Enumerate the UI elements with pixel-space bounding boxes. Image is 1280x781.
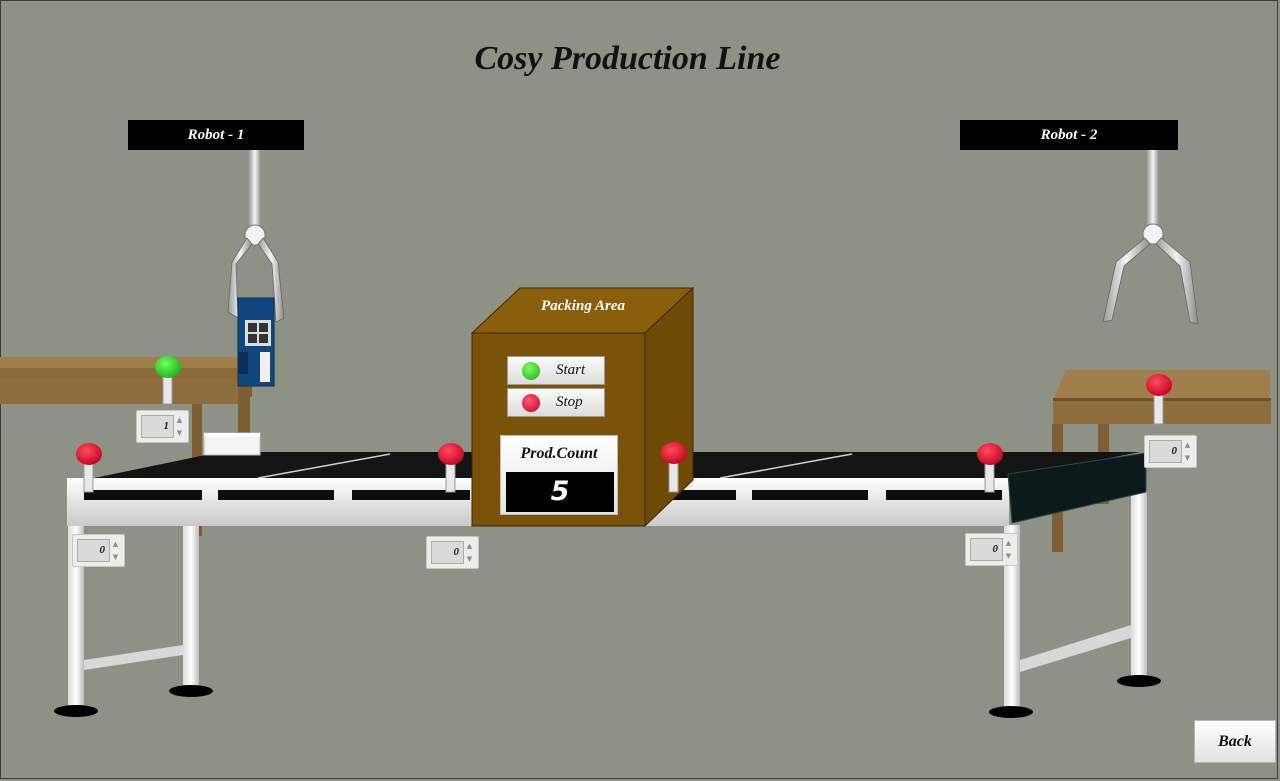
controller-device-icon	[238, 298, 274, 386]
prod-count-panel	[500, 435, 618, 515]
robot-1-arm	[228, 150, 284, 322]
robot-2-label: Robot - 2	[960, 120, 1178, 150]
spinner-value[interactable]: 0	[77, 539, 110, 562]
start-indicator-icon	[522, 362, 540, 380]
spinner-down-icon[interactable]: ▼	[176, 429, 183, 437]
spinner-value[interactable]: 0	[970, 538, 1003, 561]
robot-1-label: Robot - 1	[128, 120, 304, 150]
spinner-up-icon[interactable]: ▲	[466, 542, 473, 550]
prod-count-label: Prod.Count	[520, 445, 598, 462]
stop-button[interactable]	[507, 388, 605, 417]
spinner-up-icon[interactable]: ▲	[176, 416, 183, 424]
spinner-down-icon[interactable]: ▼	[466, 555, 473, 563]
packing-area-label: Packing Area	[540, 298, 626, 314]
spinner-down-icon[interactable]: ▼	[112, 553, 119, 561]
prod-count-value: 5	[506, 472, 614, 512]
stop-button-label: Stop	[556, 394, 583, 410]
robot2-station-spinner[interactable]	[1144, 435, 1197, 468]
page-title: Cosy Production Line	[474, 40, 781, 77]
conveyor-left-spinner[interactable]	[72, 534, 125, 567]
spinner-down-icon[interactable]: ▼	[1184, 454, 1191, 462]
spinner-value[interactable]: 0	[431, 541, 464, 564]
spinner-up-icon[interactable]: ▲	[112, 540, 119, 548]
spinner-up-icon[interactable]: ▲	[1184, 441, 1191, 449]
spinner-up-icon[interactable]: ▲	[1005, 539, 1012, 547]
stop-indicator-icon	[522, 394, 540, 412]
product-box	[204, 433, 260, 455]
spinner-value[interactable]: 1	[141, 415, 174, 438]
spinner-value[interactable]: 0	[1149, 440, 1182, 463]
start-button-label: Start	[556, 362, 586, 378]
conveyor-middle-spinner[interactable]	[426, 536, 479, 569]
spinner-down-icon[interactable]: ▼	[1005, 552, 1012, 560]
robot-2-arm	[1103, 150, 1198, 324]
start-button[interactable]	[507, 356, 605, 385]
robot1-station-spinner[interactable]	[136, 410, 189, 443]
back-button[interactable]: Back	[1194, 720, 1276, 763]
conveyor-right-spinner[interactable]	[965, 533, 1018, 566]
